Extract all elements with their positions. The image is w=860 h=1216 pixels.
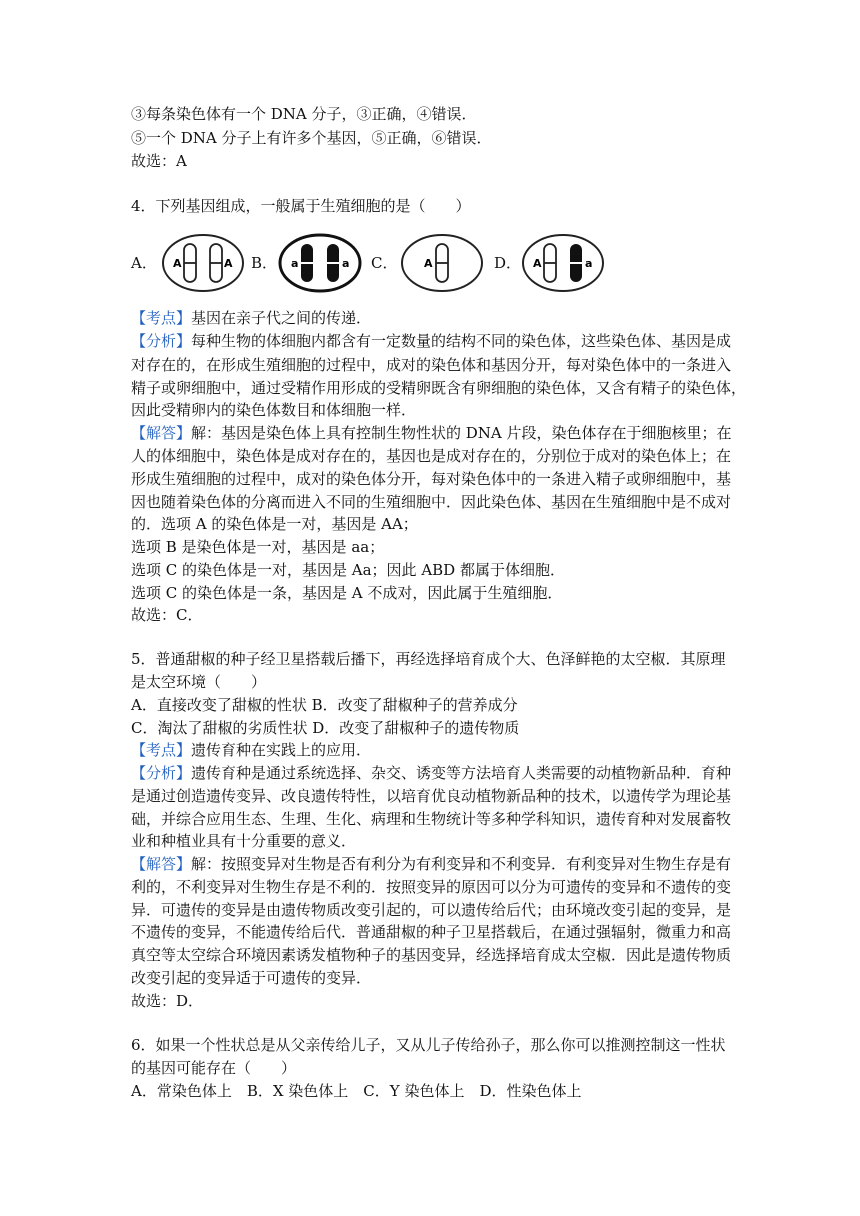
text-line: 异．可遗传的变异是由遗传物质改变引起的，可以遗传给后代；由环境改变引起的变异，是 [131,901,732,919]
fenxi-line [131,330,731,352]
kaodian-line [131,307,371,329]
text-line: 是通过创造遗传变异、改良遗传特性，以培育优良动植物新品种的技术，以遗传学为理论基 [131,787,732,805]
text-line: 的．选项 A 的染色体是一对，基因是 AA； [131,515,418,533]
fenxi-tag: 【分析】 [131,332,192,350]
option-d-label: D． [494,254,522,272]
text-line: 利的，不利变异对生物生存是不利的．按照变异的原因可以分为可遗传的变异和不遗传的变 [131,878,732,896]
text-line: 不遗传的变异，不能遗传给后代．普通甜椒的种子卫星搭载后，在通过强辐射，微重力和高 [131,923,732,941]
fenxi-tag: 【分析】 [131,764,192,782]
kaodian-text: 基因在亲子代之间的传递． [191,309,372,327]
cell-diagram-c [399,232,485,298]
option-b-label: B． [251,254,278,272]
text-line: 故选：A [131,152,187,170]
gene-label: a [585,257,593,270]
text-line: 选项 B 是染色体是一对，基因是 aa； [131,538,385,556]
text-line: 础，并综合应用生态、生理、生化、病理和生物统计等多种学科知识，遗传育种对发展畜牧 [131,810,732,828]
kaodian-tag: 【考点】 [131,741,192,759]
options-line: C．淘汰了甜椒的劣质性状 D．改变了甜椒种子的遗传物质 [131,719,520,737]
gene-label: a [291,257,299,270]
jieda-tag: 【解答】 [131,855,192,873]
kaodian-text: 遗传育种在实践上的应用． [191,741,372,759]
text-line: 的基因可能存在（ ） [131,1059,297,1077]
text-line: 选项 C 的染色体是一条，基因是 A 不成对，因此属于生殖细胞． [131,584,563,602]
options-line: A．常染色体上 B．X 染色体上 C．Y 染色体上 D．性染色体上 [131,1082,582,1100]
fenxi-text: 每种生物的体细胞内都含有一定数量的结构不同的染色体，这些染色体、基因是成 [191,332,732,350]
question-5-stem: 5．普通甜椒的种子经卫星搭载后播下，再经选择培育成个大、色泽鲜艳的太空椒．其原理 [131,650,726,668]
text-line: 精子或卵细胞中，通过受精作用形成的受精卵既含有卵细胞的染色体，又含有精子的染色体， [131,379,747,397]
jieda-tag: 【解答】 [131,424,192,442]
gene-label: A [173,257,182,270]
text-line: 改变引起的变异适于可遗传的变异． [131,969,372,987]
cell-diagram-d [520,232,606,298]
text-line: 真空等太空综合环境因素诱发植物种子的基因变异，经选择培育成太空椒．因此是遗传物质 [131,946,732,964]
jieda-line [131,853,731,875]
fenxi-line [131,762,731,784]
options-line: A．直接改变了甜椒的性状 B．改变了甜椒种子的营养成分 [131,696,518,714]
cell-diagram-a [160,232,246,298]
jieda-text: 解：基因是染色体上具有控制生物性状的 DNA 片段，染色体存在于细胞核里；在 [191,424,732,442]
answer-line: 故选：D． [131,992,204,1010]
text-line: 形成生殖细胞的过程中，成对的染色体分开，每对染色体中的一条进入精子或卵细胞中，基 [131,470,732,488]
option-c-label: C． [371,254,398,272]
jieda-line [131,422,732,444]
text-line: 是太空环境（ ） [131,673,267,691]
cell-diagram-b [277,232,363,298]
text-line: 对存在的，在形成生殖细胞的过程中，成对的染色体和基因分开，每对染色体中的一条进入 [131,356,732,374]
kaodian-tag: 【考点】 [131,309,192,327]
text-line: ③每条染色体有一个 DNA 分子，③正确，④错误． [131,105,477,123]
gene-label: a [342,257,350,270]
text-line: 因也随着染色体的分离而进入不同的生殖细胞中．因此染色体、基因在生殖细胞中是不成对 [131,493,732,511]
question-4-stem: 4．下列基因组成，一般属于生殖细胞的是（ ） [131,197,471,215]
question-6-stem: 6．如果一个性状总是从父亲传给儿子，又从儿子传给孙子，那么你可以推测控制这一性状 [131,1036,726,1054]
gene-label: A [224,257,233,270]
fenxi-text: 遗传育种是通过系统选择、杂交、诱变等方法培育人类需要的动植物新品种．育种 [191,764,732,782]
text-line: 因此受精卵内的染色体数目和体细胞一样． [131,401,417,419]
option-a-label: A． [131,254,157,272]
gene-label: A [424,257,433,270]
text-line: 人的体细胞中，染色体是成对存在的，基因也是成对存在的，分别位于成对的染色体上；在 [131,447,732,465]
kaodian-line [131,739,371,761]
text-line: 选项 C 的染色体是一对，基因是 Aa；因此 ABD 都属于体细胞． [131,561,565,579]
answer-line: 故选：C． [131,606,203,624]
text-line: 业和种植业具有十分重要的意义． [131,832,357,850]
text-line: ⑤一个 DNA 分子上有许多个基因，⑤正确，⑥错误． [131,129,492,147]
jieda-text: 解：按照变异对生物是否有利分为有利变异和不利变异．有利变异对生物生存是有 [191,855,732,873]
gene-label: A [533,257,542,270]
